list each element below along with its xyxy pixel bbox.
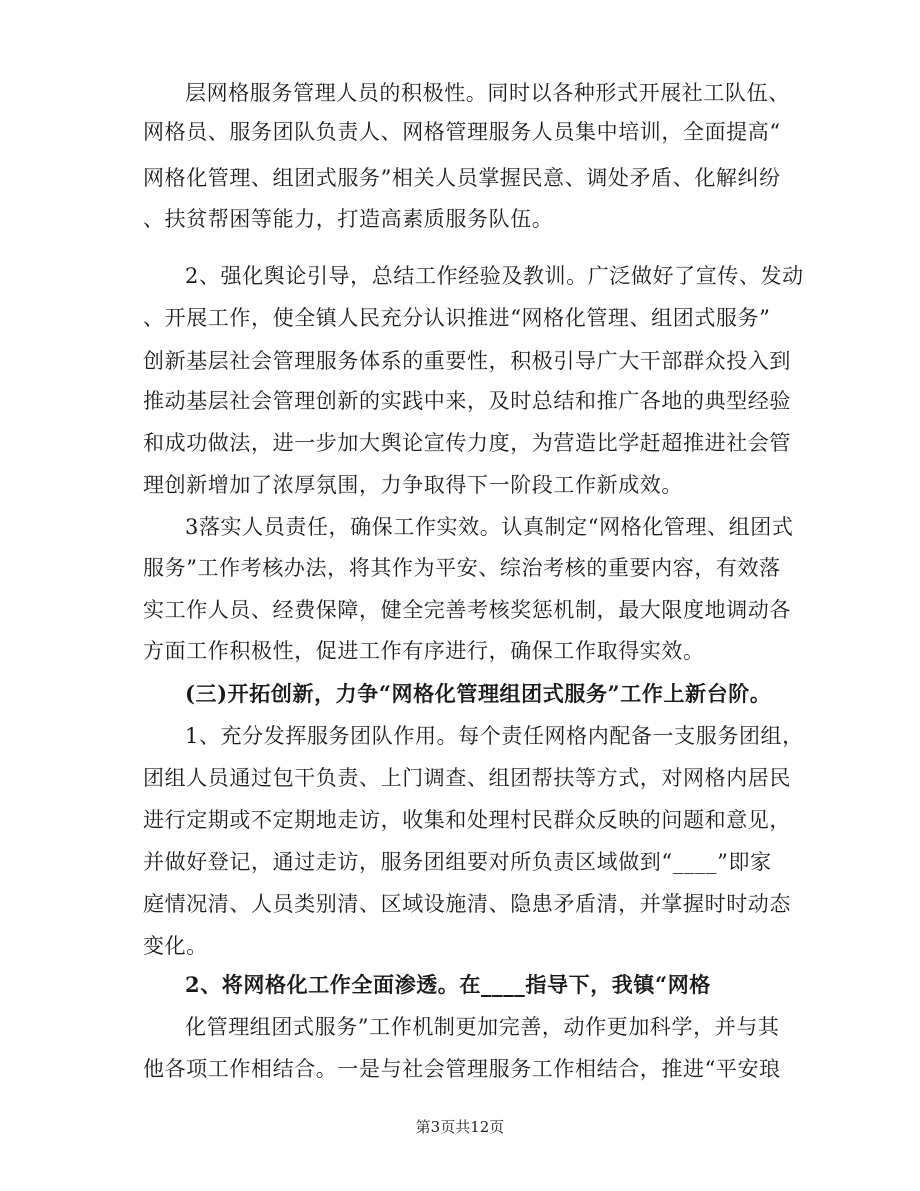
text-line: 创新基层社会管理服务体系的重要性，积极引导广大干部群众投入到 [143,349,791,373]
text-line: 化管理组团式服务”工作机制更加完善，动作更加科学，并与其 [185,1015,780,1039]
page-number: 第3页共12页 [415,1118,505,1136]
text-line: (三)开拓创新，力争“网格化管理组团式服务”工作上新台阶。 [185,681,772,706]
text-line: 网格员、服务团队负责人、网格管理服务人员集中培训，全面提高“ [143,120,781,144]
text-line: 2、强化舆论引导，总结工作经验及教训。广泛做好了宣传、发动 [185,264,804,288]
text-line: 、开展工作，使全镇人民充分认识推进“网格化管理、组团式服务” [143,306,771,330]
text-line: 团组人员通过包干负责、上门调查、组团帮扶等方式，对网格内居民 [143,766,791,790]
text-line: 2、将网格化工作全面渗透。在____指导下，我镇“网格 [185,972,711,997]
text-line: 1、充分发挥服务团队作用。每个责任网格内配备一支服务团组， [185,724,804,748]
text-line: 层网格服务管理人员的积极性。同时以各种形式开展社工队伍、 [185,81,790,105]
text-line: 、扶贫帮困等能力，打造高素质服务队伍。 [143,207,554,231]
text-line: 推动基层社会管理创新的实践中来，及时总结和推广各地的典型经验 [143,389,791,413]
text-line: 他各项工作相结合。一是与社会管理服务工作相结合，推进“平安琅 [143,1057,781,1081]
text-line: 服务”工作考核办法，将其作为平安、综治考核的重要内容，有效落 [143,556,781,580]
text-line: 变化。 [143,934,208,958]
text-line: 方面工作积极性，促进工作有序进行，确保工作取得实效。 [143,639,705,663]
text-line: 网格化管理、组团式服务”相关人员掌握民意、调处矛盾、化解纠纷 [143,166,781,190]
text-line: 进行定期或不定期地走访，收集和处理村民群众反映的问题和意见， [143,808,791,832]
text-line: 并做好登记，通过走访，服务团组要对所负责区域做到“____”即家 [143,850,772,874]
text-line: 和成功做法，进一步加大舆论宣传力度，为营造比学赶超推进社会管 [143,431,791,455]
text-line: 实工作人员、经费保障，健全完善考核奖惩机制，最大限度地调动各 [143,598,791,622]
text-line: 理创新增加了浓厚氛围，力争取得下一阶段工作新成效。 [143,473,683,497]
text-line: 庭情况清、人员类别清、区域设施清、隐患矛盾清，并掌握时时动态 [143,892,791,916]
text-line: 3落实人员责任，确保工作实效。认真制定“网格化管理、组团式 [185,515,794,539]
